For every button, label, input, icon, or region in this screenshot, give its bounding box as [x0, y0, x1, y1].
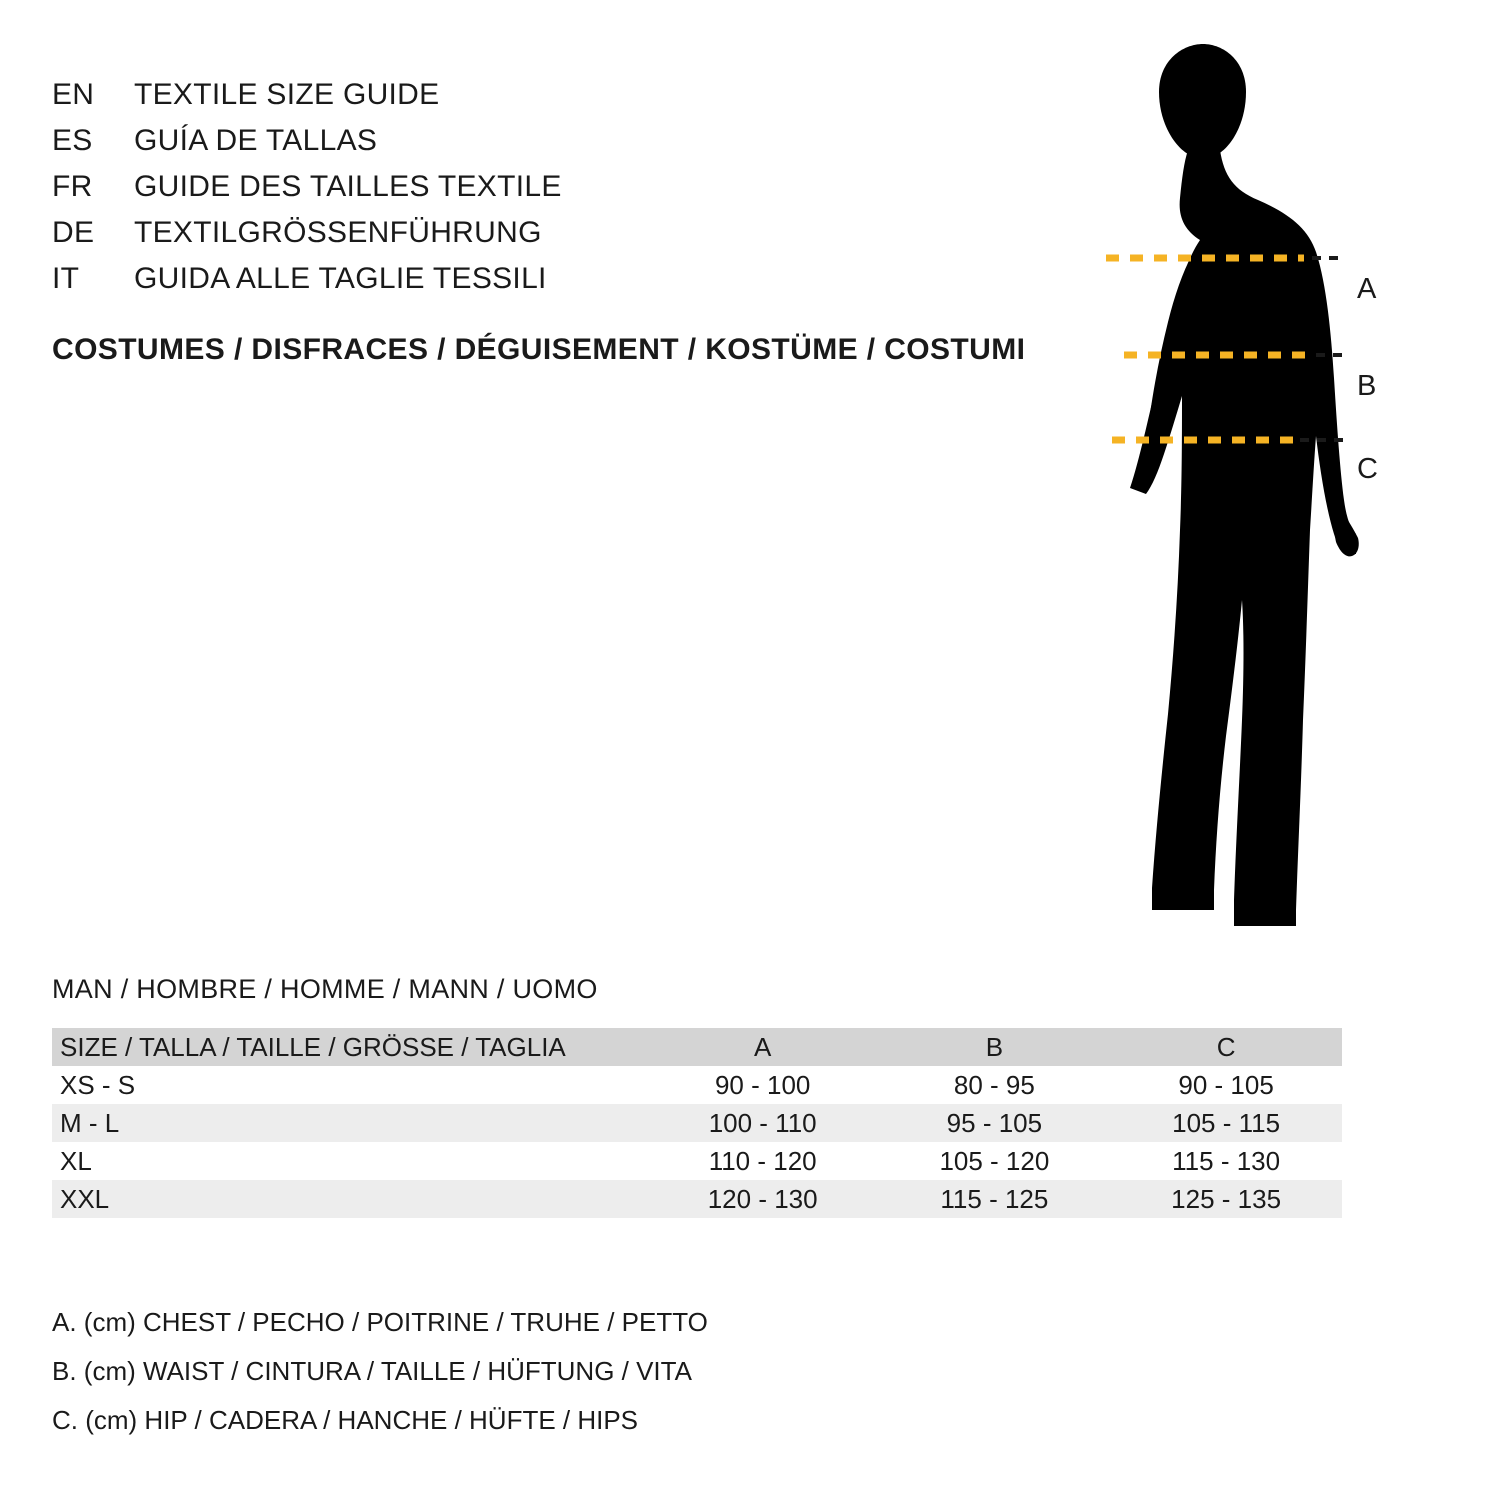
cell-c: 105 - 115	[1172, 1107, 1281, 1138]
marker-label-c: C	[1357, 453, 1378, 485]
table-header-row	[52, 1028, 1342, 1066]
legend-item-c: C. (cm) HIP / CADERA / HANCHE / HÜFTE / HIPS	[52, 1405, 639, 1435]
size-table-head	[52, 1028, 1342, 1066]
size-table-body	[52, 1066, 1342, 1218]
cell-a: 100 - 110	[708, 1107, 817, 1138]
language-code: EN	[52, 78, 95, 111]
language-row	[52, 164, 1032, 210]
language-title: GUIDE DES TAILLES TEXTILE	[134, 170, 562, 203]
cell-b: 95 - 105	[946, 1107, 1043, 1138]
column-header-c: C	[1216, 1031, 1236, 1062]
language-title: TEXTILGRÖSSENFÜHRUNG	[134, 216, 542, 249]
table-row	[52, 1066, 1342, 1104]
column-header-b: B	[985, 1031, 1004, 1062]
silhouette-head	[1159, 44, 1246, 154]
cell-c: 90 - 105	[1178, 1069, 1274, 1100]
legend-item-a: A. (cm) CHEST / PECHO / POITRINE / TRUHE / PETTO	[52, 1307, 708, 1337]
cell-size: XL	[60, 1145, 92, 1176]
body-silhouette-figure	[1020, 30, 1440, 930]
cell-c: 115 - 130	[1172, 1145, 1281, 1176]
cell-b: 80 - 95	[953, 1069, 1035, 1100]
language-code: FR	[52, 170, 93, 203]
silhouette-svg	[1020, 30, 1440, 930]
measurement-legend	[52, 1298, 708, 1445]
language-title: TEXTILE SIZE GUIDE	[134, 78, 440, 111]
marker-label-b: B	[1357, 370, 1377, 402]
cell-b: 105 - 120	[939, 1145, 1050, 1176]
language-row	[52, 256, 1032, 302]
cell-a: 90 - 100	[714, 1069, 811, 1100]
table-row	[52, 1142, 1342, 1180]
language-title: GUÍA DE TALLAS	[134, 124, 378, 157]
column-header-a: A	[753, 1031, 772, 1062]
language-code: IT	[52, 262, 80, 295]
size-table	[52, 1028, 1342, 1218]
language-row	[52, 72, 1032, 118]
language-row	[52, 118, 1032, 164]
cell-a: 110 - 120	[708, 1145, 817, 1176]
cell-b: 115 - 125	[940, 1183, 1049, 1214]
cell-size: XXL	[60, 1183, 110, 1214]
table-row	[52, 1180, 1342, 1218]
marker-label-a: A	[1357, 273, 1377, 305]
language-title: GUIDA ALLE TAGLIE TESSILI	[134, 262, 547, 295]
silhouette-body	[1130, 150, 1356, 926]
column-header-size: SIZE / TALLA / TAILLE / GRÖSSE / TAGLIA	[60, 1031, 566, 1062]
category-heading: COSTUMES / DISFRACES / DÉGUISEMENT / KOSTÜME / COSTUMI	[52, 333, 1026, 366]
table-group-title: MAN / HOMBRE / HOMME / MANN / UOMO	[52, 974, 598, 1004]
language-row	[52, 210, 1032, 256]
cell-a: 120 - 130	[707, 1183, 818, 1214]
cell-size: XS - S	[60, 1069, 136, 1100]
language-code: DE	[52, 216, 95, 249]
language-list	[52, 72, 1032, 302]
table-row	[52, 1104, 1342, 1142]
language-code: ES	[52, 124, 93, 157]
cell-size: M - L	[60, 1107, 120, 1138]
cell-c: 125 - 135	[1171, 1183, 1282, 1214]
legend-item-b: B. (cm) WAIST / CINTURA / TAILLE / HÜFTUNG / VITA	[52, 1356, 692, 1386]
